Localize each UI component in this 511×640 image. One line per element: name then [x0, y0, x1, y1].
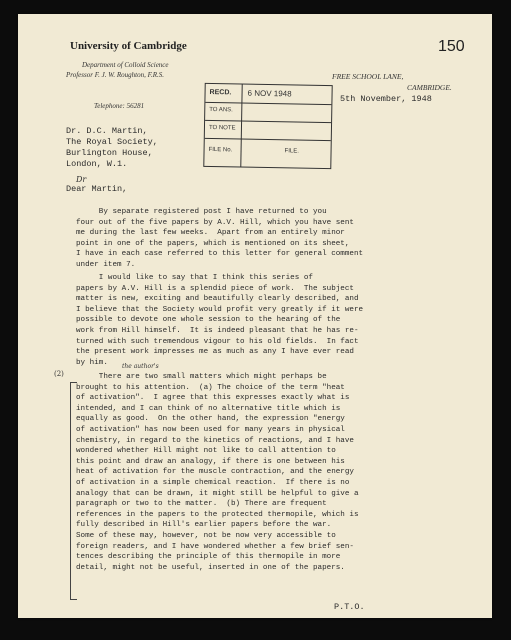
handwritten-dr: Dr [76, 175, 87, 184]
letter-date: 5th November, 1948 [340, 94, 432, 104]
handwritten-insert: the author's [122, 363, 159, 370]
university-name: University of Cambridge [70, 40, 187, 52]
paragraph-3: There are two small matters which might perhaps be brought to his attention. (a) The choice of the term "heat of activation". I agree that this expresses exactly what is intended, and I can think of no alternative title which is equally as good. On the other hand, the expression "energy of activation" has now been used for many years in physical chemistry, in regard to the kinetics of reactions, and I have wondered whether Hill might not like to call attention to this point and draw an analogy, if there is one between his heat of activation for the muscle contraction, and the energy of activation in a simple chemical reaction. If there is no analogy that can be drawn, it might still be helpful to give a paragraph or two to the matter. (b) There are frequent references in the papers to the protected thermopile, which is fully described in Hill's earlier papers before the war. Some of these may, however, not be now very accessible to foreign readers, and I have wondered whether a few brief sen- tences describing the principle of this thermopile in more detail, might not be useful, inserted in one of the papers. [76, 373, 359, 572]
stamp-file-label: FILE. [284, 148, 299, 155]
margin-note-number: (2) [54, 370, 64, 378]
recipient-address [66, 126, 158, 170]
address-line-2: CAMBRIDGE. [407, 83, 452, 92]
recipient-line-4: London, W.1. [66, 159, 128, 169]
received-stamp [203, 83, 332, 169]
paragraph-1: By separate registered post I have returned to you four out of the five papers by A.V. Hill, which you have sent me during the last few weeks. Apart from an entirely minor point in one of the papers, which is mentioned on its sheet, I have in each case referred to this letter for general comment under item 7. [76, 208, 364, 269]
salutation: Dear Martin, [66, 184, 128, 194]
page-number: 150 [438, 38, 465, 55]
pto-note: P.T.O. [334, 602, 365, 612]
recipient-line-2: The Royal Society, [66, 137, 158, 147]
stamp-recd-date: 6 NOV 1948 [247, 88, 292, 99]
stamp-file-no-label: FILE No. [208, 146, 233, 154]
stamp-recd-label: RECD. [209, 88, 232, 97]
recipient-line-3: Burlington House, [66, 148, 153, 158]
department-name: Department of Colloid Science [82, 61, 169, 69]
stamp-to-note-label: TO NOTE [208, 124, 236, 132]
telephone: Telephone: 56281 [94, 102, 145, 110]
letter-page [18, 14, 492, 618]
stamp-to-ans-label: TO ANS. [209, 106, 233, 114]
paragraph-2: I would like to say that I think this series of papers by A.V. Hill is a splendid piece of work. The subject matter is new, exciting and beautifully clearly described, and I believe that the Society would profit very greatly if it were possible to devote one whole session to the hearing of the work from Hill himself. It is indeed pleasant that he has re- turned with such tremendous vigour to his old fields. In fact the present work impresses me as much as any I have ever read by him. [76, 274, 364, 367]
professor-name: Professor F. J. W. Roughton, F.R.S. [66, 71, 165, 79]
recipient-line-1: Dr. D.C. Martin, [66, 126, 148, 136]
address-line-1: FREE SCHOOL LANE, [332, 72, 404, 81]
